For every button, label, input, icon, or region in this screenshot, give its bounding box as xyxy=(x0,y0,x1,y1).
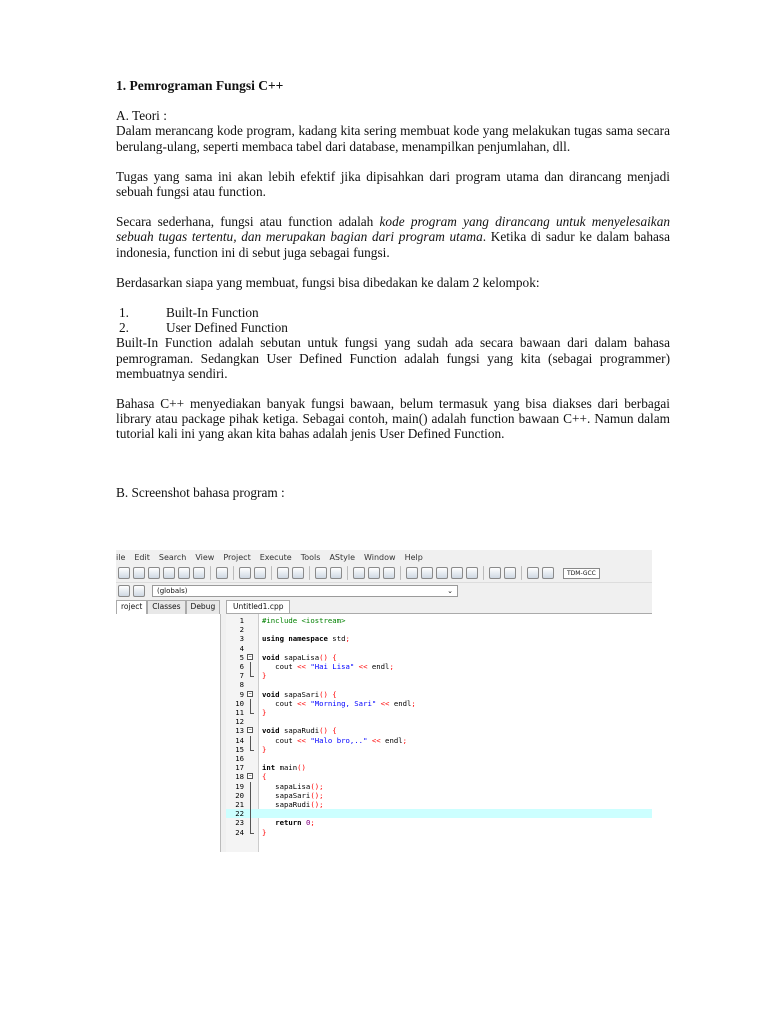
code-token: "Hai Lisa" xyxy=(305,662,359,671)
compile-icon xyxy=(406,567,418,579)
line-number: 12 xyxy=(235,717,244,727)
code-token: "Morning, Sari" xyxy=(305,698,381,708)
debug-icon xyxy=(504,567,516,579)
save-all-icon xyxy=(163,567,175,579)
code-token: ; xyxy=(411,698,416,708)
compiler-select: TDM-GCC xyxy=(563,568,600,579)
code-line xyxy=(226,754,652,763)
stop-icon xyxy=(489,567,501,579)
undo-icon xyxy=(239,567,251,579)
code-token: std xyxy=(327,634,346,644)
code-text xyxy=(262,818,315,827)
code-line xyxy=(226,828,652,837)
code-text xyxy=(262,653,337,662)
fold-minus-icon: − xyxy=(248,727,252,734)
code-text xyxy=(262,782,324,791)
code-line xyxy=(226,745,652,754)
code-token: ; xyxy=(389,662,394,671)
goto-icon xyxy=(133,585,145,597)
fold-minus-icon: − xyxy=(248,653,252,660)
code-token: sapaRudi xyxy=(262,800,311,809)
save-icon xyxy=(148,567,160,579)
code-token: () { xyxy=(319,652,337,662)
line-number: 7 xyxy=(239,671,244,681)
code-line xyxy=(226,763,652,772)
line-number: 18 xyxy=(235,772,244,782)
code-token: ; xyxy=(345,634,350,644)
code-token: sapaRudi xyxy=(279,726,320,736)
paragraph-3 xyxy=(116,214,670,260)
paragraph-4: Berdasarkan siapa yang membuat, fungsi bisa dibedakan ke dalam 2 kelompok: xyxy=(116,274,540,290)
code-text xyxy=(262,726,337,735)
code-token: << xyxy=(371,735,381,745)
code-token: endl xyxy=(380,735,403,745)
document-page xyxy=(116,78,670,500)
code-token: ; xyxy=(310,818,315,828)
menu-item: AStyle xyxy=(329,552,356,562)
ide-toolbar-2 xyxy=(116,583,652,599)
code-text xyxy=(262,745,266,754)
print-icon xyxy=(216,567,228,579)
open-file-icon xyxy=(133,567,145,579)
tab-debug: Debug xyxy=(186,600,221,614)
line-number: 9 xyxy=(239,689,244,699)
code-text xyxy=(262,791,324,800)
list-text: Built-In Function xyxy=(166,305,259,321)
code-token: << xyxy=(297,662,306,671)
code-token: using namespace xyxy=(262,634,328,644)
panel-tabs xyxy=(116,600,220,614)
code-line xyxy=(226,736,652,745)
code-token: "Halo bro,.." xyxy=(305,735,372,745)
code-line xyxy=(226,717,652,726)
menu-item: View xyxy=(195,552,215,562)
line-number: 21 xyxy=(235,800,244,809)
code-text xyxy=(262,763,306,772)
run-icon xyxy=(421,567,433,579)
code-token: (); xyxy=(310,790,324,800)
code-text xyxy=(262,800,324,809)
ide-menubar xyxy=(116,550,652,564)
list-number: 2. xyxy=(119,320,129,336)
ide-toolbar xyxy=(116,564,652,583)
code-line xyxy=(226,690,652,699)
line-number: 4 xyxy=(239,643,244,653)
code-line xyxy=(226,818,652,827)
close-all-icon xyxy=(193,567,205,579)
code-token: << xyxy=(380,698,390,708)
fold-end-icon xyxy=(250,833,254,834)
code-line xyxy=(226,625,652,634)
code-line xyxy=(226,680,652,689)
code-text xyxy=(262,736,407,745)
fold-line-icon xyxy=(250,809,251,818)
fold-end-icon xyxy=(250,713,254,714)
list-number: 1. xyxy=(119,305,129,321)
code-token: () xyxy=(297,763,306,773)
code-line xyxy=(226,726,652,735)
list-text: User Defined Function xyxy=(166,320,288,336)
menu-item: Project xyxy=(223,552,251,562)
back-icon xyxy=(353,567,365,579)
line-number: 24 xyxy=(235,827,244,837)
code-line xyxy=(226,791,652,800)
code-text xyxy=(262,708,266,717)
globals-select xyxy=(152,585,458,597)
line-number: 10 xyxy=(235,698,244,708)
code-line xyxy=(226,708,652,717)
profile-icon xyxy=(542,567,554,579)
replace-icon xyxy=(292,567,304,579)
file-tab: Untitled1.cpp xyxy=(226,600,290,615)
code-token: } xyxy=(262,827,267,837)
chart-icon xyxy=(527,567,539,579)
code-token: cout xyxy=(262,698,298,708)
paragraph-6: Bahasa C++ menyediakan banyak fungsi bawaan, belum termasuk yang bisa diakses dari berbagai library atau package pihak ketiga. Sebagai contoh, main() adalah function bawaan C++. Namun dalam tutorial kali ini yang akan kita bahas adalah jenis User Defined Function. xyxy=(116,396,670,442)
code-token: void xyxy=(262,689,280,699)
globals-value: (globals) xyxy=(157,587,188,595)
line-number: 1 xyxy=(239,616,244,625)
code-token: () { xyxy=(319,689,337,699)
fold-line-icon xyxy=(250,699,251,708)
fold-line-icon xyxy=(250,818,251,827)
close-icon xyxy=(178,567,190,579)
code-token: #include <iostream> xyxy=(262,616,346,625)
code-token: () { xyxy=(319,726,337,736)
code-token: } xyxy=(262,744,267,754)
code-editor xyxy=(226,613,652,852)
paragraph-3-italic: kode program yang dirancang untuk menyelesaikan sebuah tugas tertentu, dan merupakan bagian dari program utama xyxy=(116,214,670,245)
code-line xyxy=(226,634,652,643)
code-line xyxy=(226,644,652,653)
comment-icon xyxy=(383,567,395,579)
list-item xyxy=(116,305,670,320)
rebuild-icon xyxy=(451,567,463,579)
line-number: 8 xyxy=(239,680,244,690)
line-number: 15 xyxy=(235,744,244,754)
line-number: 6 xyxy=(239,662,244,671)
code-text xyxy=(262,828,266,837)
paragraph-2: Tugas yang sama ini akan lebih efektif jika dipisahkan dari program utama dan dirancang menjadi sebuah fungsi atau function. xyxy=(116,168,670,200)
code-token: int xyxy=(262,763,276,773)
code-token: endl xyxy=(367,662,390,671)
menu-item: Execute xyxy=(259,552,292,562)
menu-item: Tools xyxy=(300,552,321,562)
line-number: 19 xyxy=(235,781,244,791)
menu-item: Window xyxy=(364,552,396,562)
fold-minus-icon: − xyxy=(248,690,252,697)
fold-line-icon xyxy=(250,791,251,800)
list-item xyxy=(116,320,670,335)
redo-icon xyxy=(254,567,266,579)
tab-classes: Classes xyxy=(147,600,185,614)
find-icon xyxy=(277,567,289,579)
code-token: sapaSari xyxy=(262,790,311,800)
fold-line-icon xyxy=(250,736,251,745)
line-number: 16 xyxy=(235,754,244,763)
menu-item: Search xyxy=(158,552,187,562)
code-token: ; xyxy=(402,735,408,745)
line-number: 11 xyxy=(235,708,244,717)
menu-item: ile xyxy=(116,552,126,562)
code-token: endl xyxy=(389,698,412,708)
code-token: void xyxy=(262,652,280,662)
code-line xyxy=(226,800,652,809)
indent-icon xyxy=(315,567,327,579)
project-panel xyxy=(116,614,221,852)
code-token: main xyxy=(275,763,298,773)
code-line xyxy=(226,699,652,708)
line-number: 3 xyxy=(239,634,244,644)
code-token: sapaLisa xyxy=(279,652,320,662)
fold-end-icon xyxy=(250,676,254,677)
code-token: { xyxy=(262,772,267,782)
code-text xyxy=(262,634,350,643)
paragraph-1: Dalam merancang kode program, kadang kita sering membuat kode yang melakukan tugas sama secara berulang-ulang, seperti membaca tabel dari database, menampilkan penjumlahan, dll. xyxy=(116,123,670,154)
line-number: 17 xyxy=(235,763,244,773)
code-line xyxy=(226,809,652,818)
line-number: 20 xyxy=(235,790,244,800)
code-line xyxy=(226,671,652,680)
code-token xyxy=(262,818,275,827)
fold-end-icon xyxy=(250,750,254,751)
code-token: return xyxy=(275,818,302,828)
code-token: << xyxy=(297,698,306,708)
menu-item: Help xyxy=(404,552,423,562)
code-text xyxy=(262,699,416,708)
tab-project: roject xyxy=(116,600,147,614)
code-text xyxy=(262,772,266,781)
fold-line-icon xyxy=(250,662,251,671)
line-number: 14 xyxy=(235,735,244,745)
code-line xyxy=(226,653,652,662)
chevron-down-icon: ⌄ xyxy=(447,587,453,595)
code-token: void xyxy=(262,726,280,736)
code-line xyxy=(226,616,652,625)
code-line xyxy=(226,782,652,791)
check-icon xyxy=(466,567,478,579)
code-token: (); xyxy=(310,800,324,809)
fold-minus-icon: − xyxy=(248,773,252,780)
line-number: 23 xyxy=(235,818,244,828)
paragraph-5: Built-In Function adalah sebutan untuk fungsi yang sudah ada secara bawaan dari dalam bahasa pemrograman. Sedangkan User Defined Function adalah fungsi yang kita (sebagai programmer) membuatnya sendiri. xyxy=(116,335,670,381)
code-token: << xyxy=(358,662,368,671)
line-number: 5 xyxy=(239,652,244,662)
paragraph-3-end: . Ketika di sadur ke dalam bahasa indonesia, function ini di sebut juga sebagai fungsi. xyxy=(116,229,670,260)
ide-screenshot xyxy=(116,550,652,852)
code-text xyxy=(262,616,345,625)
code-line xyxy=(226,662,652,671)
compile-run-icon xyxy=(436,567,448,579)
code-text xyxy=(262,662,394,671)
paragraph-3-start: Secara sederhana, fungsi atau function adalah xyxy=(116,214,380,230)
document-title: 1. Pemrograman Fungsi C++ xyxy=(116,78,284,93)
code-text xyxy=(262,671,266,680)
fold-line-icon xyxy=(250,800,251,809)
new-file-icon xyxy=(118,567,130,579)
section-a-heading: A. Teori : xyxy=(116,108,167,124)
menu-item: Edit xyxy=(134,552,150,562)
code-token: << xyxy=(297,735,306,745)
code-token: sapaSari xyxy=(279,689,320,699)
code-token: 0 xyxy=(305,818,311,828)
line-number: 13 xyxy=(235,726,244,736)
code-token: (); xyxy=(310,781,324,791)
line-number: 22 xyxy=(235,809,244,819)
new-class-icon xyxy=(118,585,130,597)
line-number: 2 xyxy=(239,625,244,635)
forward-icon xyxy=(368,567,380,579)
unindent-icon xyxy=(330,567,342,579)
section-b-heading: B. Screenshot bahasa program : xyxy=(116,484,285,500)
code-token: } xyxy=(262,671,267,681)
code-text xyxy=(262,690,337,699)
code-token: cout xyxy=(262,662,298,671)
code-line xyxy=(226,772,652,781)
code-token: sapaLisa xyxy=(262,781,311,791)
code-token: } xyxy=(262,708,267,717)
code-token: cout xyxy=(262,735,298,745)
fold-line-icon xyxy=(250,782,251,791)
